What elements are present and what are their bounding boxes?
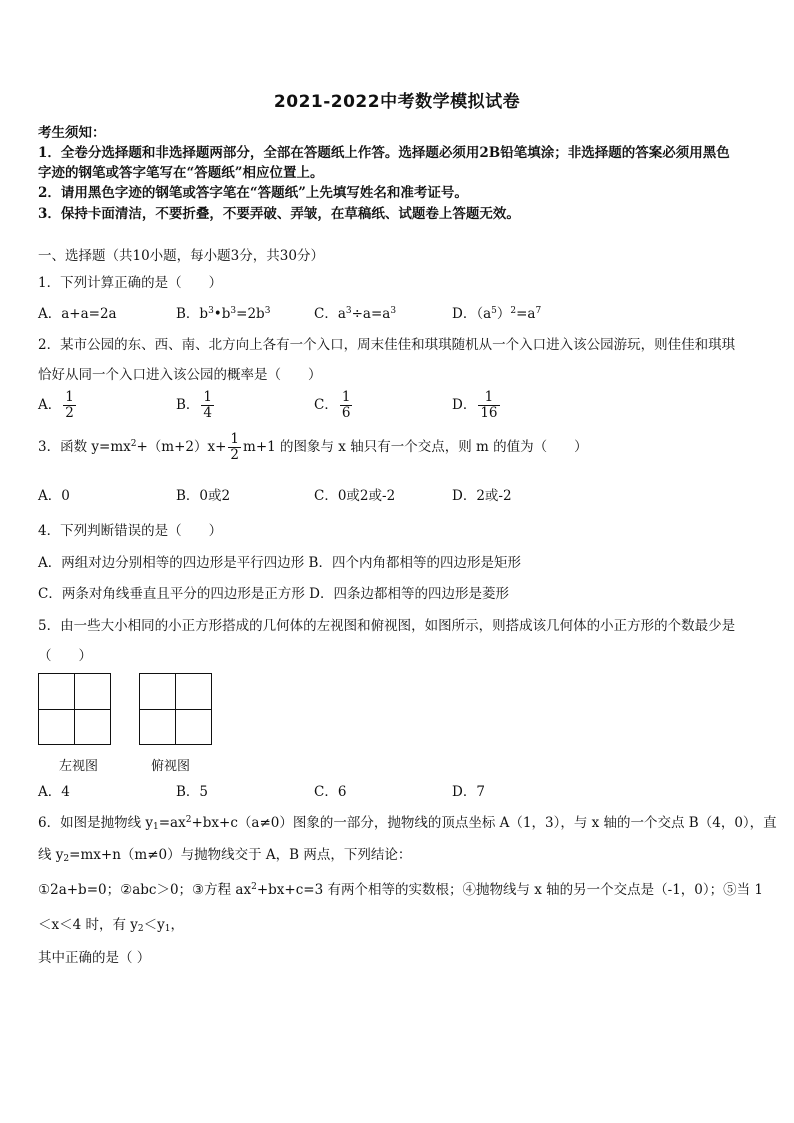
q3-option-c: C．0或2或-2 <box>314 488 396 504</box>
q1-option-d: D．$(a^5)^2=a^7$ <box>452 306 542 322</box>
q2-option-d: D． $\frac{1}{16}$ <box>452 389 498 421</box>
q2-option-b: B． $\frac{1}{4}$ <box>176 389 213 421</box>
top-view-figure <box>139 673 212 745</box>
q5-option-a: A．4 <box>38 784 70 800</box>
q6-conclusions: ①2a+b=0；②abc＞0；③方程 $ax^2+bx+c=3$ 有两个相等的实数根；④抛物线与 x 轴的另一个交点是（-1，0）；⑤当 1 <box>38 882 764 898</box>
q1-option-c: C．$a^3\div a=a^3$ <box>314 306 397 322</box>
q4-options-cd: C．两条对角线垂直且平分的四边形是正方形 D．四条边都相等的四边形是菱形 <box>38 586 509 602</box>
q2-stem-2: 恰好从同一个入口进入该公园的概率是（ ） <box>38 367 322 383</box>
left-view-caption: 左视图 <box>59 759 99 774</box>
q3-stem: 3．函数 $y=mx^2+(m+2)x+$ $\frac{1}{2}$ m+1 的图象与 x 轴只有一个交点，则 m 的值为（ ） <box>38 431 588 463</box>
q5-option-c: C．6 <box>314 784 347 800</box>
q6-stem-2: 线 $y_2=mx+n(m\ne 0)$与抛物线交于 A，B 两点，下列结论： <box>38 847 412 864</box>
q5-stem-1: 5．由一些大小相同的小正方形搭成的几何体的左视图和俯视图，如图所示，则搭成该几何体的小正方形的个数最少是 <box>38 618 736 634</box>
page-title: 2021-2022中考数学模拟试卷 <box>273 92 521 112</box>
notice-line-1b: 字迹的钢笔或答字笔写在“答题纸”相应位置上。 <box>38 165 324 181</box>
q6-question: 其中正确的是（ ） <box>38 950 151 966</box>
q1-stem: 1．下列计算正确的是（ ） <box>38 275 223 291</box>
notice-line-2: 2．请用黑色字迹的钢笔或答字笔在“答题纸”上先填写姓名和准考证号。 <box>38 185 468 201</box>
q5-stem-2: （ ） <box>38 648 92 664</box>
q2-stem-1: 2．某市公园的东、西、南、北方向上各有一个入口，周末佳佳和琪琪随机从一个入口进入该公园游玩，则佳佳和琪琪 <box>38 337 736 353</box>
q3-option-a: A．0 <box>38 488 70 504</box>
q1-option-a: A．a+a=2a <box>38 306 117 322</box>
notice-line-3: 3．保持卡面清洁，不要折叠，不要弄破、弄皱，在草稿纸、试题卷上答题无效。 <box>38 206 520 222</box>
section-heading: 一、选择题（共10小题，每小题3分，共30分） <box>38 248 324 264</box>
q1-option-b: B．$b^3•b^3=2b^3$ <box>176 306 271 322</box>
q3-option-b: B．0或2 <box>176 488 231 504</box>
left-view-figure <box>38 673 111 745</box>
q4-stem: 4．下列判断错误的是（ ） <box>38 523 223 539</box>
notice-line-1: 1．全卷分选择题和非选择题两部分，全部在答题纸上作答。选择题必须用2B铅笔填涂；非选择题的答案必须用黑色 <box>38 145 730 161</box>
top-view-caption: 俯视图 <box>151 759 191 774</box>
q4-options-ab: A．两组对边分别相等的四边形是平行四边形 B．四个内角都相等的四边形是矩形 <box>38 555 521 571</box>
q3-option-d: D．2或-2 <box>452 488 512 504</box>
q5-option-d: D．7 <box>452 784 485 800</box>
q2-option-c: C． $\frac{1}{6}$ <box>314 389 351 421</box>
q6-conclusion-5-cont: ＜x＜4 时，有 $y_2<y_1$， <box>38 917 185 934</box>
q5-option-b: B．5 <box>176 784 209 800</box>
q6-stem-1: 6．如图是抛物线 $y_1=ax^2+bx+c(a\ne 0)$图象的一部分，抛物线的顶点坐标 A（1，3），与 x 轴的一个交点 B（4，0），直 <box>38 815 777 832</box>
notice-heading: 考生须知： <box>38 125 106 141</box>
q2-option-a: A． $\frac{1}{2}$ <box>38 389 74 421</box>
